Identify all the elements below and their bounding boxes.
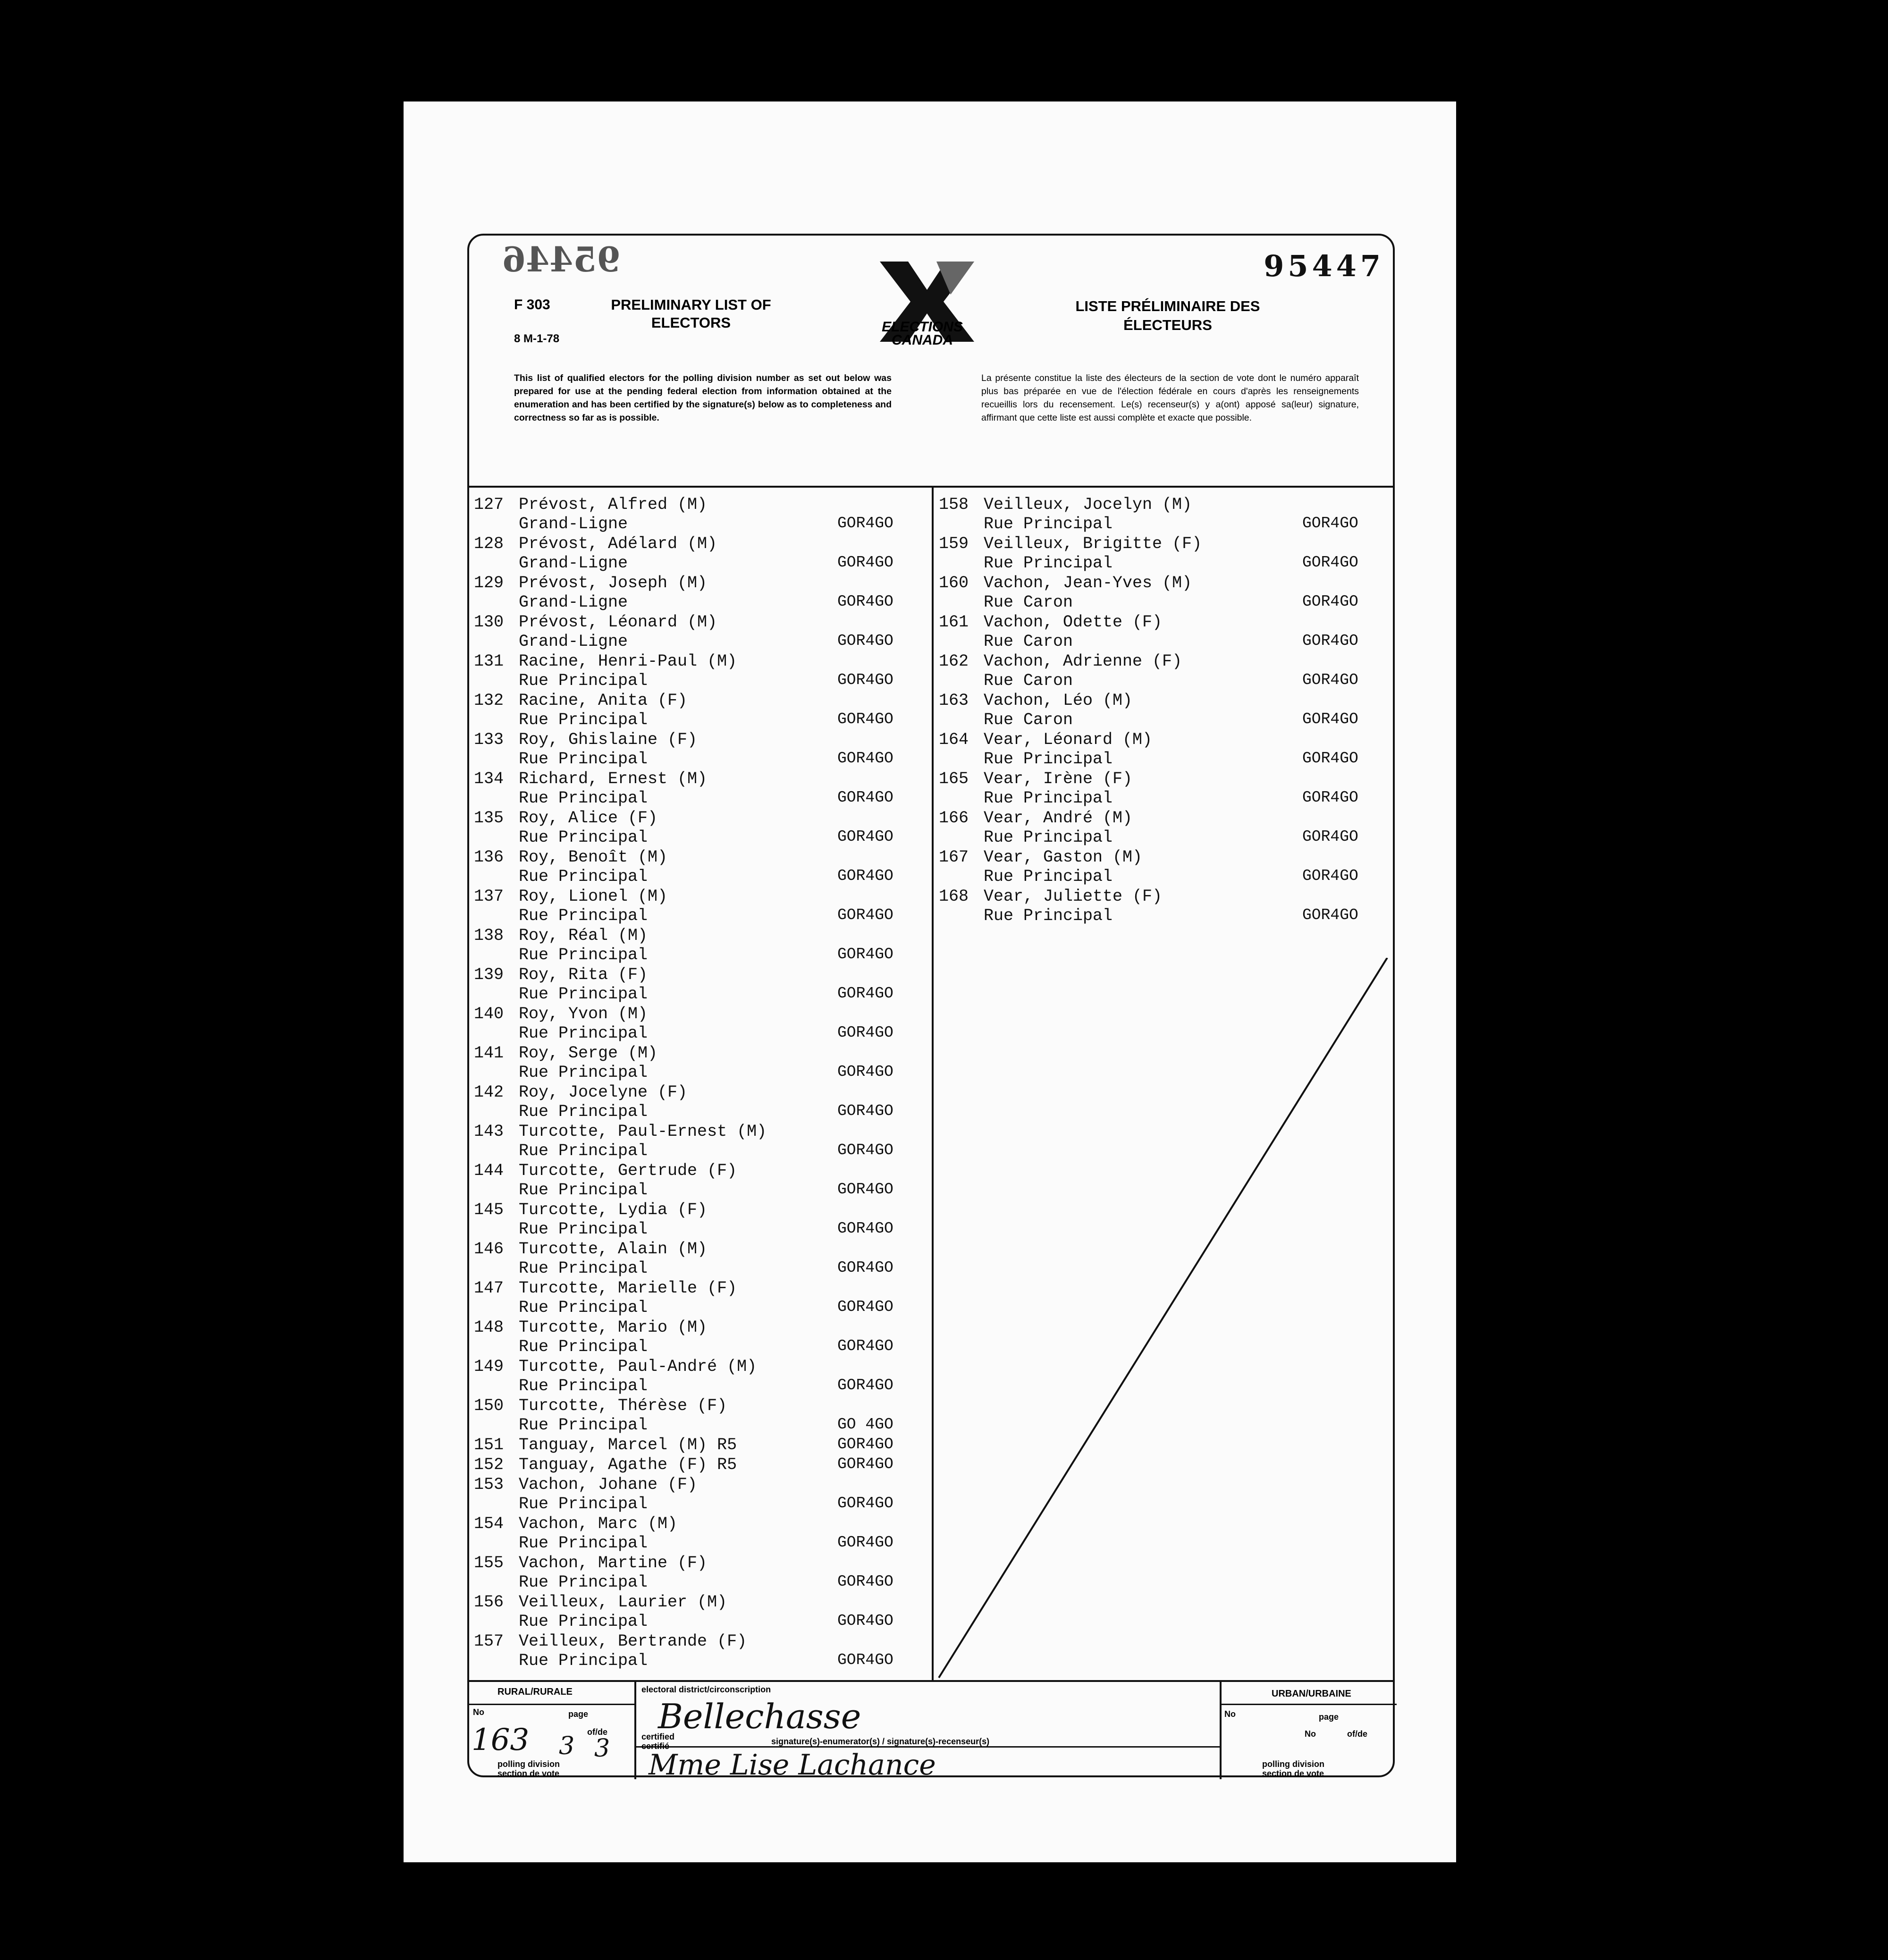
elector-name: Turcotte, Gertrude (F) <box>519 1161 737 1180</box>
elector-number: 162 <box>939 652 969 671</box>
elector-entry <box>474 574 927 613</box>
postal-code: GOR4GO <box>837 1612 893 1630</box>
postal-code: GOR4GO <box>837 1455 893 1473</box>
postal-code: GOR4GO <box>837 671 893 689</box>
elector-number: 134 <box>474 769 504 788</box>
elector-entry <box>474 965 927 1005</box>
electoral-district-label: electoral district/circonscription <box>641 1685 771 1694</box>
elector-entry <box>474 1357 927 1396</box>
urban-of-label: of/de <box>1347 1729 1367 1739</box>
elector-name: Turcotte, Mario (M) <box>519 1318 708 1337</box>
elector-address: Rue Principal <box>519 946 648 964</box>
elector-address: Rue Principal <box>519 1612 648 1631</box>
elector-name: Vachon, Martine (F) <box>519 1554 708 1572</box>
postal-code: GOR4GO <box>1302 593 1358 610</box>
elector-number: 151 <box>474 1436 504 1454</box>
elector-entry <box>474 1514 927 1554</box>
title-french: LISTE PRÉLIMINAIRE DES ÉLECTEURS <box>1075 298 1260 333</box>
postal-code: GOR4GO <box>837 1298 893 1316</box>
elector-address: Rue Caron <box>984 593 1073 612</box>
form-id: F 303 <box>514 297 550 313</box>
elector-address: Rue Principal <box>519 828 648 847</box>
postal-code: GOR4GO <box>837 946 893 963</box>
elector-number: 164 <box>939 730 969 749</box>
postal-code: GOR4GO <box>837 593 893 610</box>
elector-address: Rue Principal <box>519 1220 648 1239</box>
elector-number: 133 <box>474 730 504 749</box>
elector-name: Prévost, Alfred (M) <box>519 495 708 514</box>
elector-entry <box>474 1044 927 1083</box>
elector-address: Rue Principal <box>519 1337 648 1356</box>
elector-name: Roy, Réal (M) <box>519 926 648 945</box>
postal-code: GOR4GO <box>837 1573 893 1590</box>
elector-name: Vear, Gaston (M) <box>984 848 1143 867</box>
postal-code: GOR4GO <box>837 1436 893 1453</box>
elector-address: Rue Principal <box>519 789 648 808</box>
elector-number: 147 <box>474 1279 504 1298</box>
elector-number: 166 <box>939 809 969 828</box>
elector-number: 163 <box>939 691 969 710</box>
footer-rule <box>1220 1680 1222 1779</box>
elector-number: 154 <box>474 1514 504 1533</box>
elector-name: Turcotte, Lydia (F) <box>519 1200 708 1219</box>
elector-name: Turcotte, Paul-Ernest (M) <box>519 1122 767 1141</box>
elector-entry <box>939 730 1382 769</box>
postal-code: GOR4GO <box>837 1063 893 1081</box>
postal-code: GOR4GO <box>1302 632 1358 650</box>
elector-number: 130 <box>474 613 504 632</box>
elector-entry <box>939 887 1382 926</box>
postal-code: GOR4GO <box>837 1377 893 1394</box>
urban-no2-label: No <box>1305 1729 1316 1739</box>
elector-entry <box>939 495 1382 534</box>
postal-code: GOR4GO <box>1302 867 1358 885</box>
elector-name: Vear, André (M) <box>984 809 1133 828</box>
elector-name: Roy, Lionel (M) <box>519 887 668 906</box>
postal-code: GOR4GO <box>1302 671 1358 689</box>
elector-address: Rue Principal <box>519 1259 648 1278</box>
elector-address: Rue Principal <box>519 1416 648 1435</box>
logo-line-1: ELECTIONS <box>882 319 963 335</box>
elector-address: Grand-Ligne <box>519 632 628 651</box>
elector-entry <box>474 887 927 926</box>
elector-name: Roy, Alice (F) <box>519 809 658 828</box>
elector-entry <box>474 1436 927 1455</box>
elector-number: 132 <box>474 691 504 710</box>
elector-address: Rue Principal <box>984 828 1113 847</box>
postal-code: GOR4GO <box>837 1651 893 1669</box>
postal-code: GOR4GO <box>1302 828 1358 845</box>
elector-entry <box>474 534 927 574</box>
elector-number: 153 <box>474 1475 504 1494</box>
postal-code: GOR4GO <box>837 1141 893 1159</box>
elector-name: Racine, Anita (F) <box>519 691 688 710</box>
footer-rule <box>634 1680 636 1779</box>
postal-code: GOR4GO <box>1302 906 1358 924</box>
elector-entry <box>474 495 927 534</box>
elector-number: 159 <box>939 534 969 553</box>
elector-number: 160 <box>939 574 969 592</box>
elector-address: Rue Principal <box>519 1102 648 1121</box>
elector-name: Roy, Benoît (M) <box>519 848 668 867</box>
certified-en: certified <box>641 1732 675 1741</box>
elector-entry <box>474 1396 927 1436</box>
page-number: 3 <box>559 1732 575 1760</box>
elector-address: Rue Principal <box>984 554 1113 573</box>
postal-code: GOR4GO <box>1302 710 1358 728</box>
elector-number: 129 <box>474 574 504 592</box>
certified-fr: certifié <box>641 1741 670 1751</box>
elector-address: Rue Principal <box>519 867 648 886</box>
elector-number: 140 <box>474 1005 504 1023</box>
elector-entry <box>939 769 1382 809</box>
form-header <box>469 236 1393 488</box>
elector-number: 137 <box>474 887 504 906</box>
elector-entry <box>474 1455 927 1475</box>
elector-address: Rue Principal <box>519 1024 648 1043</box>
elector-entry <box>939 691 1382 730</box>
elector-entry <box>474 1279 927 1318</box>
elector-name: Turcotte, Paul-André (M) <box>519 1357 757 1376</box>
elector-address: Rue Principal <box>519 1651 648 1670</box>
document-number: 95447 <box>1264 249 1384 283</box>
postal-code: GOR4GO <box>1302 789 1358 806</box>
postal-code: GOR4GO <box>837 1259 893 1276</box>
elector-entry <box>474 809 927 848</box>
elector-name: Vachon, Adrienne (F) <box>984 652 1182 671</box>
postal-code: GOR4GO <box>837 554 893 571</box>
elector-number: 142 <box>474 1083 504 1102</box>
elector-name: Roy, Ghislaine (F) <box>519 730 698 749</box>
postal-code: GOR4GO <box>837 1181 893 1198</box>
urban-no-label: No <box>1224 1709 1236 1719</box>
elector-name: Racine, Henri-Paul (M) <box>519 652 737 671</box>
elector-address: Rue Principal <box>519 1181 648 1200</box>
elector-name: Prévost, Adélard (M) <box>519 534 717 553</box>
logo-text <box>866 321 979 347</box>
elector-name: Vachon, Odette (F) <box>984 613 1163 632</box>
elector-entry <box>474 1475 927 1514</box>
elector-entry <box>939 652 1382 691</box>
elector-list-body <box>469 486 1393 1680</box>
elector-address: Rue Principal <box>984 789 1113 808</box>
urban-polling-fr: section de vote <box>1262 1769 1324 1778</box>
postal-code: GOR4GO <box>837 1337 893 1355</box>
elector-number: 157 <box>474 1632 504 1651</box>
elector-number: 149 <box>474 1357 504 1376</box>
elector-entry <box>474 1554 927 1593</box>
elector-address: Rue Principal <box>519 1534 648 1553</box>
elector-entry <box>474 613 927 652</box>
elector-entry <box>474 1318 927 1357</box>
elector-name: Turcotte, Alain (M) <box>519 1240 708 1259</box>
postal-code: GOR4GO <box>837 750 893 767</box>
elector-number: 155 <box>474 1554 504 1572</box>
elector-entry <box>474 1200 927 1240</box>
elector-number: 146 <box>474 1240 504 1259</box>
elector-entry <box>474 1240 927 1279</box>
postal-code: GOR4GO <box>837 1534 893 1551</box>
elector-name: Roy, Yvon (M) <box>519 1005 648 1023</box>
bleed-through-number: 95446 <box>502 239 621 279</box>
elector-name: Veilleux, Bertrande (F) <box>519 1632 747 1651</box>
elector-address: Rue Caron <box>984 632 1073 651</box>
elector-number: 152 <box>474 1455 504 1474</box>
footer-rule <box>1220 1704 1397 1705</box>
elector-number: 131 <box>474 652 504 671</box>
elector-address: Grand-Ligne <box>519 593 628 612</box>
elector-name: Veilleux, Laurier (M) <box>519 1593 727 1612</box>
urban-page-label: page <box>1319 1712 1339 1722</box>
elector-entry <box>939 613 1382 652</box>
polling-division-fr: section de vote <box>497 1769 560 1778</box>
elector-entry <box>939 848 1382 887</box>
elector-entry <box>474 1005 927 1044</box>
elector-address: Rue Principal <box>519 710 648 729</box>
elector-number: 145 <box>474 1200 504 1219</box>
elector-address: Rue Caron <box>984 671 1073 690</box>
rural-no-label: No <box>473 1707 484 1717</box>
elector-address: Rue Principal <box>984 906 1113 925</box>
footer-rule <box>469 1680 1393 1682</box>
elector-list-form <box>467 234 1395 1782</box>
elector-number: 141 <box>474 1044 504 1063</box>
elector-name: Turcotte, Thérèse (F) <box>519 1396 727 1415</box>
elector-number: 136 <box>474 848 504 867</box>
urban-polling-en: polling division <box>1262 1759 1324 1769</box>
elector-name: Prévost, Léonard (M) <box>519 613 717 632</box>
polling-number: 163 <box>472 1723 530 1757</box>
elector-address: Rue Principal <box>984 515 1113 533</box>
postal-code: GOR4GO <box>1302 750 1358 767</box>
elector-address: Rue Principal <box>984 867 1113 886</box>
elector-entry <box>474 926 927 965</box>
elector-name: Vachon, Léo (M) <box>984 691 1133 710</box>
polling-division-en: polling division <box>497 1759 560 1769</box>
postal-code: GOR4GO <box>837 515 893 532</box>
elector-entry <box>474 1122 927 1161</box>
postal-code: GOR4GO <box>837 1024 893 1041</box>
elector-number: 158 <box>939 495 969 514</box>
elector-address: Rue Principal <box>519 750 648 769</box>
elector-number: 143 <box>474 1122 504 1141</box>
elector-number: 156 <box>474 1593 504 1612</box>
postal-code: GOR4GO <box>837 632 893 650</box>
elector-name: Prévost, Joseph (M) <box>519 574 708 592</box>
postal-code: GOR4GO <box>1302 554 1358 571</box>
rural-of-label: of/de <box>587 1727 607 1737</box>
signature-label: signature(s)-enumerator(s) / signature(s)-recenseur(s) <box>771 1737 990 1746</box>
electoral-district-value: Bellechasse <box>658 1697 861 1736</box>
elector-address: Rue Principal <box>519 1141 648 1160</box>
postal-code: GOR4GO <box>837 710 893 728</box>
elector-entry <box>939 574 1382 613</box>
elector-number: 135 <box>474 809 504 828</box>
elector-number: 144 <box>474 1161 504 1180</box>
elector-name: Veilleux, Jocelyn (M) <box>984 495 1192 514</box>
postal-code: GOR4GO <box>837 867 893 885</box>
elector-entry <box>939 534 1382 574</box>
elector-entry <box>474 1632 927 1671</box>
elector-name: Roy, Serge (M) <box>519 1044 658 1063</box>
elector-address: Rue Principal <box>519 1063 648 1082</box>
elector-address: Rue Principal <box>519 1495 648 1513</box>
elector-name: Turcotte, Marielle (F) <box>519 1279 737 1298</box>
elector-entry <box>474 1593 927 1632</box>
postal-code: GOR4GO <box>837 1495 893 1512</box>
page-total: 3 <box>594 1734 610 1763</box>
elector-number: 139 <box>474 965 504 984</box>
cancel-slash-line <box>934 958 1397 1680</box>
form-footer <box>469 1680 1393 1782</box>
logo-line-2: CANADA <box>892 332 953 348</box>
elector-number: 148 <box>474 1318 504 1337</box>
elector-number: 167 <box>939 848 969 867</box>
elector-number: 161 <box>939 613 969 632</box>
elector-address: Rue Caron <box>984 710 1073 729</box>
elector-entry <box>474 1161 927 1200</box>
elector-address: Rue Principal <box>519 906 648 925</box>
postal-code: GOR4GO <box>837 789 893 806</box>
rural-label: RURAL/RURALE <box>497 1687 573 1697</box>
postal-code: GOR4GO <box>1302 515 1358 532</box>
form-date: 8 M-1-78 <box>514 332 560 345</box>
postal-code: GOR4GO <box>837 828 893 845</box>
elector-number: 128 <box>474 534 504 553</box>
title-english: PRELIMINARY LIST OF ELECTORS <box>611 296 771 331</box>
elector-name: Roy, Rita (F) <box>519 965 648 984</box>
intro-english: This list of qualified electors for the polling division number as set out below was prepared for use at the pending federal election from information obtained at the enumeration and has been certified by the signature(s) below as to completeness and correctness so far as is possible. <box>514 373 892 423</box>
document-sheet <box>404 101 1456 1862</box>
urban-label: URBAN/URBAINE <box>1272 1689 1351 1699</box>
elector-name: Vachon, Johane (F) <box>519 1475 698 1494</box>
elector-number: 165 <box>939 769 969 788</box>
elector-entry <box>474 1083 927 1122</box>
elector-name: Richard, Ernest (M) <box>519 769 708 788</box>
elector-address: Rue Principal <box>519 985 648 1004</box>
postal-code: GOR4GO <box>837 1220 893 1237</box>
elector-name: Tanguay, Marcel (M) R5 <box>519 1436 737 1454</box>
elector-entry <box>474 652 927 691</box>
postal-code: GOR4GO <box>837 1102 893 1120</box>
footer-rule <box>469 1704 634 1705</box>
postal-code: GO 4GO <box>837 1416 893 1433</box>
elector-number: 138 <box>474 926 504 945</box>
elector-entry <box>474 848 927 887</box>
rural-page-label: page <box>568 1709 589 1719</box>
elector-column-left <box>474 495 927 1671</box>
elector-entry <box>474 691 927 730</box>
elector-address: Rue Principal <box>519 1298 648 1317</box>
elector-number: 127 <box>474 495 504 514</box>
intro-french: La présente constitue la liste des électeurs de la section de vote dont le numéro apparaît plus bas préparée en vue de l'élection fédérale en cours d'après les renseignements recueillis lors du recensement. Le(s) recenseur(s) y a(ont) apposé sa(leur) signature, affirmant que cette liste est aussi complète et exacte que possible. <box>981 373 1359 423</box>
postal-code: GOR4GO <box>837 985 893 1002</box>
elector-address: Grand-Ligne <box>519 515 628 533</box>
elector-address: Rue Principal <box>519 671 648 690</box>
elector-address: Grand-Ligne <box>519 554 628 573</box>
elector-name: Veilleux, Brigitte (F) <box>984 534 1202 553</box>
elector-name: Vear, Irène (F) <box>984 769 1133 788</box>
elector-name: Roy, Jocelyne (F) <box>519 1083 688 1102</box>
elector-name: Vachon, Marc (M) <box>519 1514 678 1533</box>
elector-entry <box>474 730 927 769</box>
enumerator-signature: Mme Lise Lachance <box>649 1749 936 1782</box>
elector-address: Rue Principal <box>984 750 1113 769</box>
postal-code: GOR4GO <box>837 906 893 924</box>
elector-entry <box>939 809 1382 848</box>
elector-name: Tanguay, Agathe (F) R5 <box>519 1455 737 1474</box>
elector-number: 168 <box>939 887 969 906</box>
elector-number: 150 <box>474 1396 504 1415</box>
elector-address: Rue Principal <box>519 1377 648 1395</box>
elector-entry <box>474 769 927 809</box>
elector-address: Rue Principal <box>519 1573 648 1592</box>
elector-column-right <box>939 495 1382 926</box>
column-divider <box>932 486 934 1680</box>
elector-name: Vachon, Jean-Yves (M) <box>984 574 1192 592</box>
elector-name: Vear, Léonard (M) <box>984 730 1153 749</box>
elector-name: Vear, Juliette (F) <box>984 887 1163 906</box>
